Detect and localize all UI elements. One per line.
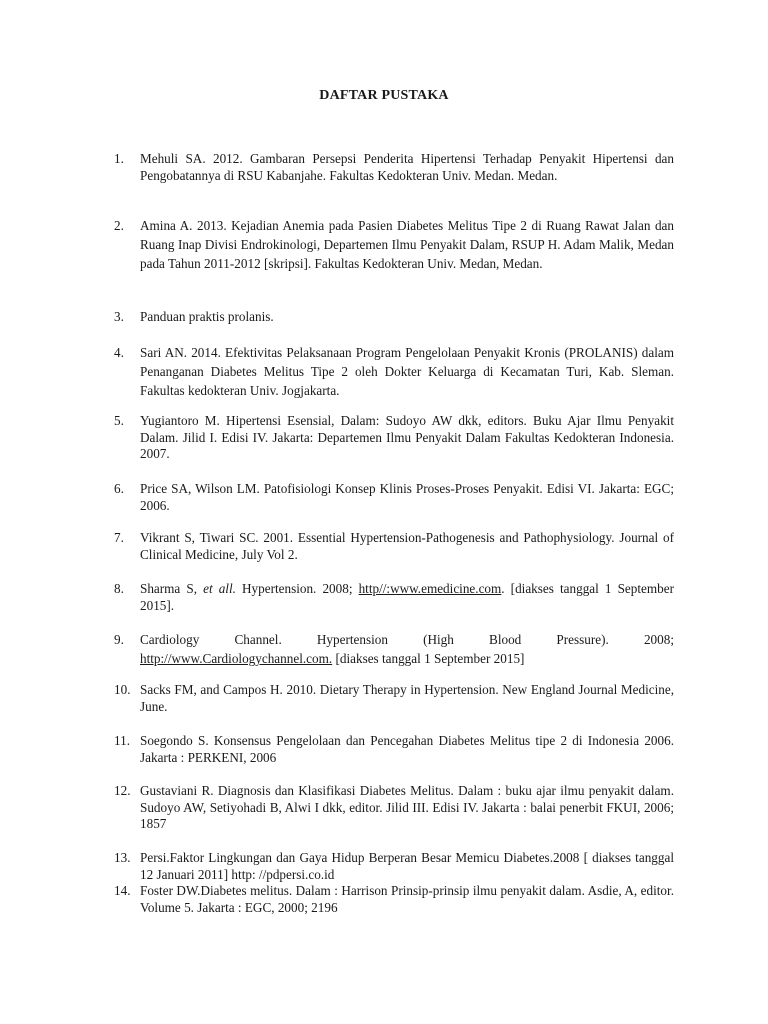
reference-text: Foster DW.Diabetes melitus. Dalam : Harrison Prinsip-prinsip ilmu penyakit dalam. Asdie, A, editor. Volume 5. Jakarta : EGC, 2000; 2196 (140, 883, 674, 915)
reference-number: 11. (114, 733, 130, 748)
reference-number: 10. (114, 682, 131, 697)
reference-item (114, 783, 674, 833)
reference-text: Amina A. 2013. Kejadian Anemia pada Pasien Diabetes Melitus Tipe 2 di Ruang Rawat Jalan dan Ruang Inap Divisi Endrokinologi, Departemen Ilmu Penyakit Dalam, RSUP H. Adam Malik, Medan pada Tahun 2011-2012 [skripsi]. Fakultas Kedokteran Univ. Medan, Medan. (140, 218, 674, 271)
reference-number: 1. (114, 151, 124, 166)
reference-text-part: [diakses tanggal 1 September 2015] (332, 651, 525, 666)
reference-number: 6. (114, 481, 124, 496)
reference-text: Sacks FM, and Campos H. 2010. Dietary Therapy in Hypertension. New England Journal Medicine, June. (140, 682, 674, 714)
reference-item (114, 530, 674, 563)
reference-text: Persi.Faktor Lingkungan dan Gaya Hidup Berperan Besar Memicu Diabetes.2008 [ diakses tanggal 12 Januari 2011] http: //pdpersi.co.id (140, 850, 674, 882)
reference-number: 5. (114, 413, 124, 428)
page-title: DAFTAR PUSTAKA (319, 88, 449, 103)
reference-link[interactable]: http://www.Cardiologychannel.com. (140, 651, 333, 666)
reference-number: 2. (114, 218, 124, 233)
reference-text-part: Sharma S, (140, 581, 204, 596)
reference-item (114, 413, 674, 463)
reference-number: 12. (114, 783, 131, 798)
reference-text-part: Cardiology Channel. Hypertension (High Blood Pressure). 2008; (140, 632, 674, 647)
reference-number: 3. (114, 309, 124, 324)
reference-item (114, 733, 674, 766)
reference-item (114, 151, 674, 184)
reference-item (114, 309, 674, 326)
reference-item (114, 481, 674, 514)
reference-text: Mehuli SA. 2012. Gambaran Persepsi Penderita Hipertensi Terhadap Penyakit Hipertensi dan Pengobatannya di RSU Kabanjahe. Fakultas Kedokteran Univ. Medan. Medan. (140, 151, 674, 183)
reference-text (140, 630, 674, 668)
reference-number: 14. (114, 883, 131, 898)
reference-link[interactable]: http//:www.emedicine.com (358, 581, 502, 596)
reference-number: 13. (114, 850, 131, 865)
reference-item (114, 682, 674, 715)
reference-text (140, 581, 674, 614)
reference-text: Soegondo S. Konsensus Pengelolaan dan Pencegahan Diabetes Melitus tipe 2 di Indonesia 2006. Jakarta : PERKENI, 2006 (140, 733, 674, 765)
reference-item (114, 850, 674, 883)
reference-text: Vikrant S, Tiwari SC. 2001. Essential Hypertension-Pathogenesis and Pathophysiology. Journal of Clinical Medicine, July Vol 2. (140, 530, 674, 562)
reference-text: Gustaviani R. Diagnosis dan Klasifikasi Diabetes Melitus. Dalam : buku ajar ilmu penyakit dalam. Sudoyo AW, Setiyohadi B, Alwi I dkk, editor. Jilid III. Edisi IV. Jakarta : balai penerbit FKUI, 2006; 1857 (140, 783, 674, 831)
reference-item (114, 216, 674, 273)
reference-text-part: Hypertension. 2008; (235, 581, 359, 596)
reference-text: Yugiantoro M. Hipertensi Esensial, Dalam: Sudoyo AW dkk, editors. Buku Ajar Ilmu Penyakit Dalam. Jilid I. Edisi IV. Jakarta: Departemen Ilmu Penyakit Dalam Fakultas Kedokteran Indonesia. 2007. (140, 413, 674, 461)
reference-number: 4. (114, 345, 124, 360)
reference-text: Price SA, Wilson LM. Patofisiologi Konsep Klinis Proses-Proses Penyakit. Edisi VI. Jakarta: EGC; 2006. (140, 481, 674, 513)
reference-number: 9. (114, 632, 124, 647)
reference-number: 8. (114, 581, 124, 596)
reference-item (114, 581, 674, 614)
reference-item (114, 883, 674, 916)
reference-item (114, 343, 674, 400)
reference-number: 7. (114, 530, 124, 545)
reference-item (114, 630, 674, 668)
reference-text: Sari AN. 2014. Efektivitas Pelaksanaan Program Pengelolaan Penyakit Kronis (PROLANIS) dalam Penanganan Diabetes Melitus Tipe 2 oleh Dokter Keluarga di Kecamatan Turi, Kab. Sleman. Fakultas kedokteran Univ. Jogjakarta. (140, 345, 674, 398)
reference-text-part: . [diakses tanggal 1 September 2015]. (140, 581, 674, 613)
reference-text: Panduan praktis prolanis. (140, 309, 274, 324)
reference-text-italic: et all. (203, 581, 236, 596)
